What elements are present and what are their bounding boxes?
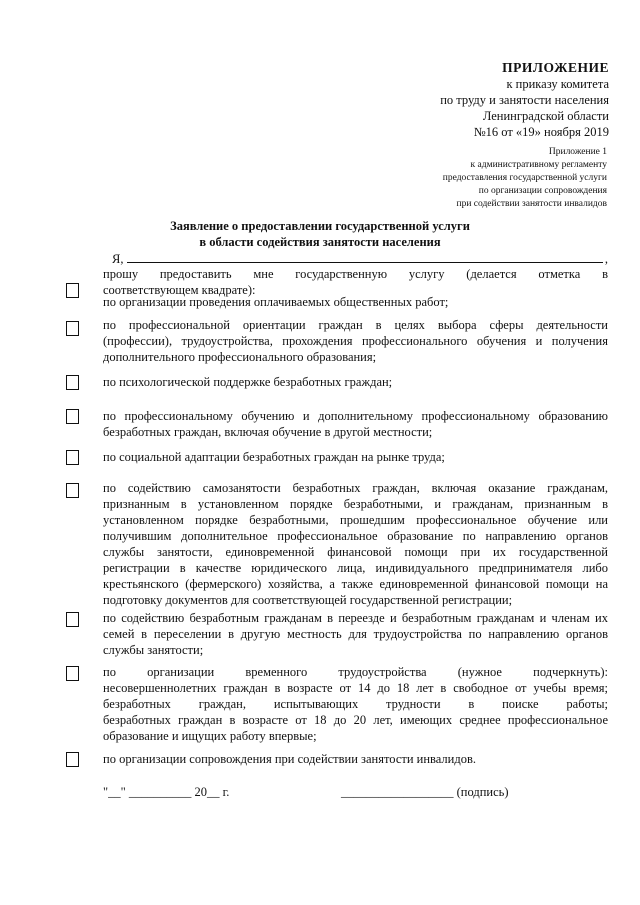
service-text: по организации сопровождения при содействии занятости инвалидов. xyxy=(103,752,476,766)
service-option xyxy=(103,374,608,390)
service-text: получившим дополнительное профессиональное образование по направлению органов xyxy=(103,529,608,543)
service-option xyxy=(103,480,608,608)
applicant-name-row xyxy=(112,250,608,267)
appendix-title: ПРИЛОЖЕНИЕ xyxy=(502,60,609,75)
subheader-line: при содействии занятости инвалидов xyxy=(456,199,607,209)
appendix-line: по труду и занятости населения xyxy=(440,93,609,107)
service-text: службы занятости; xyxy=(103,643,204,657)
document-title-line: Заявление о предоставлении государственной услуги xyxy=(170,219,470,233)
service-text: по организации проведения оплачиваемых общественных работ; xyxy=(103,295,449,309)
applicant-suffix: , xyxy=(604,252,608,266)
date-field[interactable]: "__" __________ 20__ г. xyxy=(103,785,230,799)
document-title xyxy=(0,218,640,250)
service-text: семей в переселении в другую местность для трудоустройства по направлению органов xyxy=(103,627,608,641)
service-option xyxy=(103,317,608,365)
service-checkbox[interactable] xyxy=(66,450,79,465)
subheader-line: по организации сопровождения xyxy=(478,186,607,196)
service-text: дополнительного профессионального образования; xyxy=(103,350,377,364)
service-text: признанным в установленном порядке безработными, и гражданам, признанным в xyxy=(103,497,608,511)
service-text: безработных граждан, испытывающих трудности в поиске работы; xyxy=(103,697,608,711)
document-title-line: в области содействия занятости населения xyxy=(199,235,441,249)
appendix-header xyxy=(440,60,609,140)
service-option xyxy=(103,610,608,658)
appendix-line: к приказу комитета xyxy=(506,77,609,91)
service-checkbox[interactable] xyxy=(66,409,79,424)
subheader-line: к административному регламенту xyxy=(470,160,607,170)
service-option xyxy=(103,294,608,310)
service-text: несовершеннолетних граждан в возрасте от 14 до 18 лет в свободное от учебы время; xyxy=(103,681,608,695)
service-option xyxy=(103,664,608,744)
service-text: безработных граждан в возрасте от 18 до 20 лет, имеющих среднее профессиональное xyxy=(103,713,608,727)
service-text: безработных граждан, включая обучение в другой местности; xyxy=(103,425,433,439)
service-text: по содействию самозанятости безработных граждан, включая оказание гражданам, xyxy=(103,481,608,495)
appendix-line: Ленинградской области xyxy=(482,109,609,123)
service-text: (профессии), трудоустройства, прохождения профессионального обучения и получения xyxy=(103,334,608,348)
service-text: по профессиональной ориентации граждан в целях выбора сферы деятельности xyxy=(103,318,608,332)
applicant-prefix: Я, xyxy=(112,252,124,266)
service-checkbox[interactable] xyxy=(66,321,79,336)
service-checkbox[interactable] xyxy=(66,612,79,627)
service-text: крестьянского (фермерского) хозяйства, а также единовременной финансовой помощи на xyxy=(103,577,608,591)
service-text: по психологической поддержке безработных граждан; xyxy=(103,375,393,389)
service-text: образование и ищущих работу впервые; xyxy=(103,729,317,743)
service-checkbox[interactable] xyxy=(66,375,79,390)
service-text: по социальной адаптации безработных граждан на рынке труда; xyxy=(103,450,445,464)
request-text-line: соответствующем квадрате): xyxy=(103,283,256,297)
appendix-line: №16 от «19» ноября 2019 xyxy=(473,125,609,139)
service-checkbox[interactable] xyxy=(66,666,79,681)
service-text: по профессиональному обучению и дополнительному профессиональному образованию xyxy=(103,409,608,423)
service-option xyxy=(103,449,608,465)
request-text-line: прошу предоставить мне государственную услугу (делается отметка в xyxy=(103,267,608,281)
subheader-line: предоставления государственной услуги xyxy=(442,173,607,183)
service-text: по организации временного трудоустройства (нужное подчеркнуть): xyxy=(103,665,608,679)
service-text: службы занятости, единовременной финансовой помощи при их государственной xyxy=(103,545,608,559)
service-text: регистрации в качестве юридического лица, индивидуального предпринимателя либо xyxy=(103,561,608,575)
service-text: установленном порядке безработными, прошедшим профессиональное обучение или xyxy=(103,513,608,527)
regulation-subheader xyxy=(443,146,607,211)
applicant-name-field[interactable] xyxy=(127,250,602,263)
signature-row xyxy=(103,784,608,800)
service-checkbox[interactable] xyxy=(66,752,79,767)
service-option xyxy=(103,408,608,440)
service-text: подготовку документов для соответствующей государственной регистрации; xyxy=(103,593,513,607)
service-option xyxy=(103,751,608,767)
signature-field[interactable]: __________________ (подпись) xyxy=(341,785,509,799)
service-checkbox[interactable] xyxy=(66,483,79,498)
subheader-line: Приложение 1 xyxy=(548,147,607,157)
service-checkbox[interactable] xyxy=(66,283,79,298)
service-text: по содействию безработным гражданам в переезде и безработным гражданам и членам их xyxy=(103,611,608,625)
